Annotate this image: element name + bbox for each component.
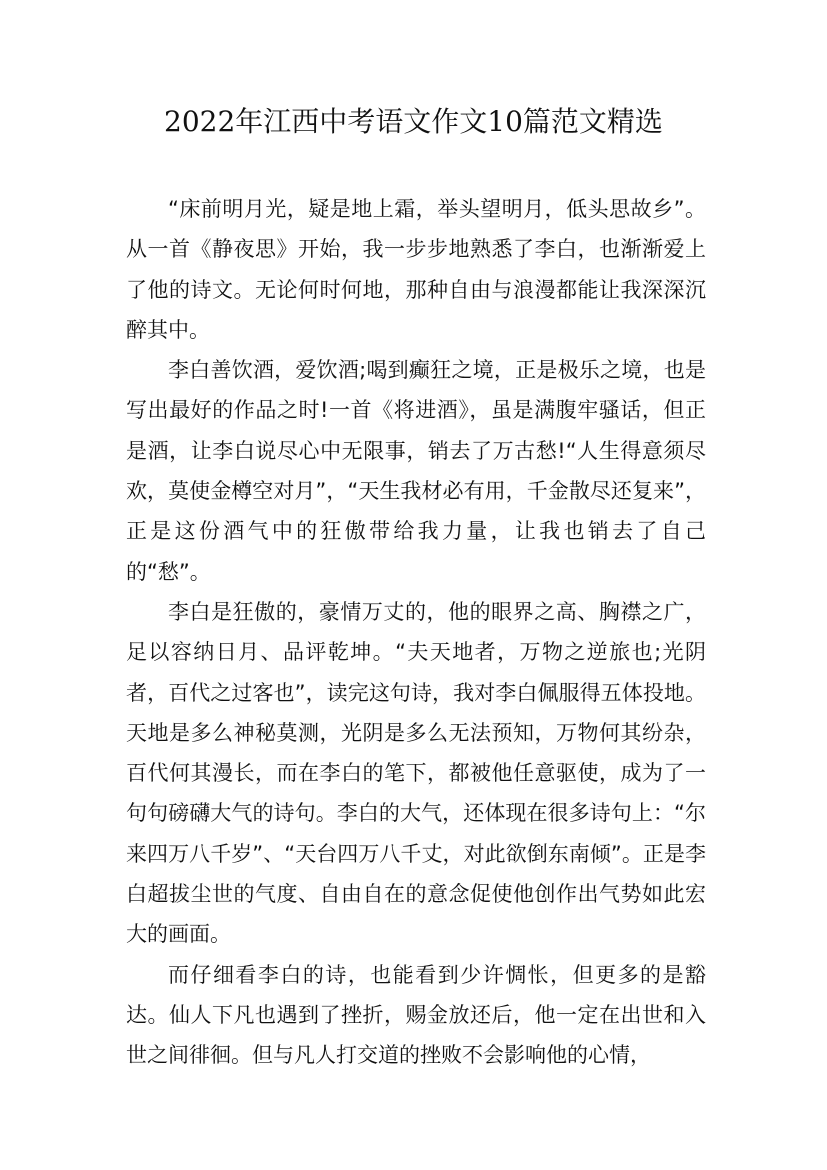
paragraph-2: 李白善饮酒，爱饮酒;喝到癫狂之境，正是极乐之境，也是写出最好的作品之时!一首《将进酒》，虽是满腹牢骚话，但正是酒，让李白说尽心中无限事，销去了万古愁!“人生得意须尽欢，莫使金樽空对月”，“天生我材必有用，千金散尽还复来”，正是这份酒气中的狂傲带给我力量，让我也销去了自己的“愁”。	[126, 358, 706, 584]
paragraph-4: 而仔细看李白的诗，也能看到少许惆怅，但更多的是豁达。仙人下凡也遇到了挫折，赐金放还后，他一定在出世和入世之间徘徊。但与凡人打交道的挫败不会影响他的心情，	[126, 962, 706, 1068]
document-body	[126, 189, 706, 1076]
paragraph-3: 李白是狂傲的，豪情万丈的，他的眼界之高、胸襟之广，足以容纳日月、品评乾坤。“夫天地者，万物之逆旅也;光阴者，百代之过客也”，读完这句诗，我对李白佩服得五体投地。天地是多么神秘莫测，光阴是多么无法预知，万物何其纷杂，百代何其漫长，而在李白的笔下，都被他任意驱使，成为了一句句磅礴大气的诗句。李白的大气，还体现在很多诗句上：“尔来四万八千岁”、“天台四万八千丈，对此欲倒东南倾”。正是李白超拔尘世的气度、自由自在的意念促使他创作出气势如此宏大的画面。	[126, 599, 706, 947]
document-title: 2022年江西中考语文作文10篇范文精选	[164, 105, 663, 138]
paragraph-1: “床前明月光，疑是地上霜，举头望明月，低头思故乡”。从一首《静夜思》开始，我一步步地熟悉了李白，也渐渐爱上了他的诗文。无论何时何地，那种自由与浪漫都能让我深深沉醉其中。	[126, 197, 706, 342]
